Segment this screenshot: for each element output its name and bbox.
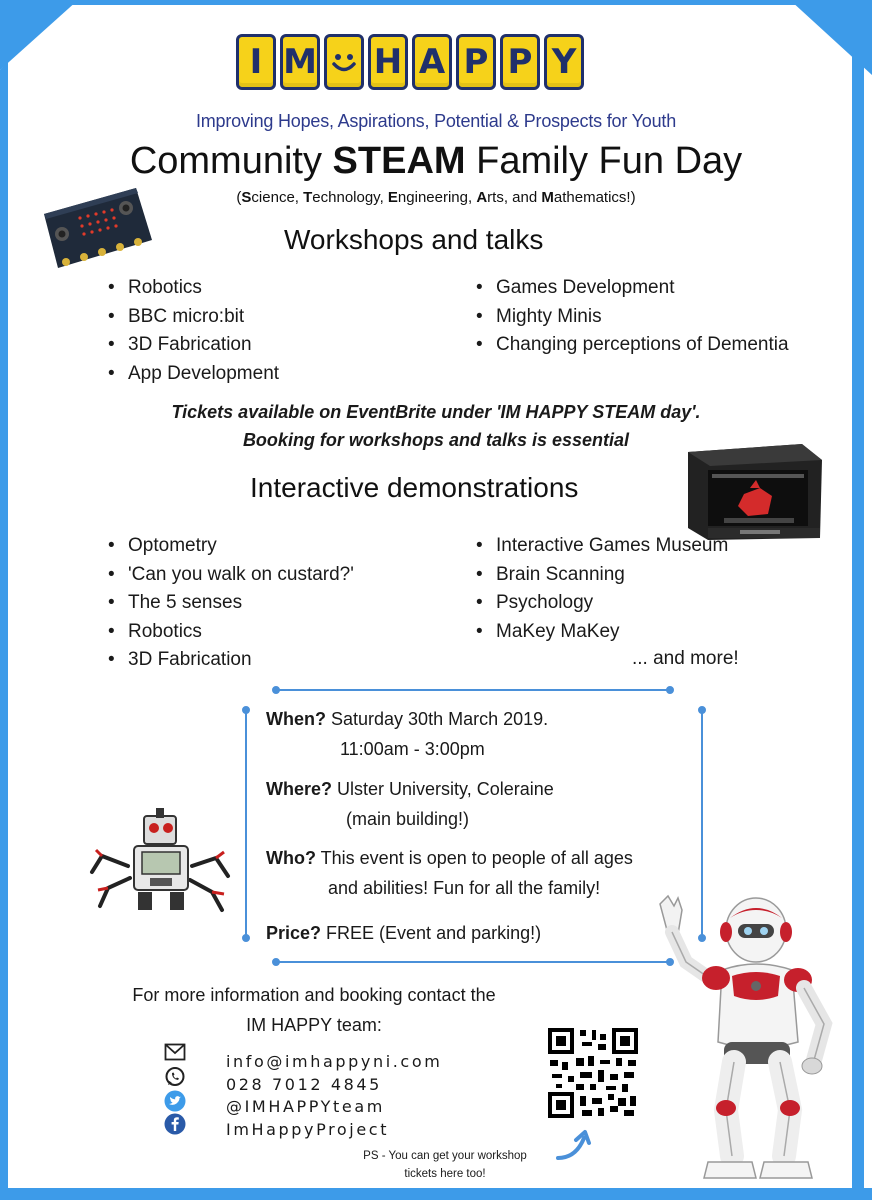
event-when: When? Saturday 30th March 2019. [266,709,549,729]
list-item: • Robotics [106,618,354,647]
demos-list-left [106,532,354,675]
list-item: • Changing perceptions of Dementia [474,331,789,360]
contact-heading [84,980,544,1040]
list-item: • Games Development [474,274,789,303]
demos-heading: Interactive demonstrations [250,472,579,503]
twitter-icon [164,1090,186,1112]
logo-tagline: Improving Hopes, Aspirations, Potential & Prospects for Youth [195,111,677,131]
email-link[interactable]: info@imhappyni.com [226,1052,443,1071]
qr-note-line: PS - You can get your workshop [363,1150,527,1162]
workshops-list-left [106,274,279,388]
page-title: Community STEAM Family Fun Day [129,140,743,182]
list-item: • The 5 senses [106,589,354,618]
contact-heading-line: For more information and booking contact the [132,985,496,1005]
nao-robot-image [652,892,856,1188]
event-price: Price? FREE (Event and parking!) [266,923,542,943]
lego-robot-image [88,806,234,916]
contact-heading-line: IM HAPPY team: [246,1015,382,1035]
event-who-cont: and abilities! Fun for all the family! [328,878,601,898]
qr-note-line: tickets here too! [404,1168,486,1180]
logo-letter: A [412,34,452,90]
smiley-icon [324,34,364,90]
envelope-icon [164,1043,186,1061]
workshops-heading: Workshops and talks [284,224,544,255]
qr-note [350,1147,540,1183]
list-item: • 'Can you walk on custard?' [106,561,354,590]
logo-letter: M [280,34,320,90]
demos-list-right [474,532,728,646]
list-item: • Robotics [106,274,279,303]
phone-number[interactable]: 028 7012 4845 [226,1074,382,1094]
tickets-line: Tickets available on EventBrite under 'IM HAPPY STEAM day'. [171,402,701,422]
event-where-note: (main building!) [346,809,470,829]
event-time: 11:00am - 3:00pm [340,739,485,759]
event-who: Who? This event is open to people of all ages [266,848,633,868]
twitter-handle[interactable]: @IMHAPPYteam [226,1097,385,1116]
list-item: • Optometry [106,532,354,561]
logo-letter: I [236,34,276,90]
list-item: • BBC micro:bit [106,303,279,332]
workshops-list-right [474,274,789,360]
list-item: • MaKey MaKey [474,618,728,647]
logo-letter: H [368,34,408,90]
curved-arrow-icon [554,1128,594,1164]
im-happy-logo [236,34,584,90]
logo-letter: P [500,34,540,90]
list-item: • Mighty Minis [474,303,789,332]
qr-code[interactable] [546,1026,640,1120]
list-item: • Interactive Games Museum [474,532,728,561]
whatsapp-icon [164,1066,186,1088]
steam-subtitle: (Science, Technology, Engineering, Arts, and Mathematics!) [236,189,636,206]
list-item: • 3D Fabrication [106,646,354,675]
facebook-icon [164,1113,186,1135]
microbit-image [36,184,156,270]
list-item: • 3D Fabrication [106,331,279,360]
list-item: • App Development [106,360,279,389]
facebook-page[interactable]: ImHappyProject [226,1119,390,1139]
list-item: • Psychology [474,589,728,618]
and-more-text: ... and more! [632,648,739,669]
3d-printer-image [684,440,826,542]
logo-letter: Y [544,34,584,90]
contact-details [226,1051,442,1141]
tickets-line: Booking for workshops and talks is essential [242,430,630,450]
event-where: Where? Ulster University, Coleraine [266,779,554,799]
logo-letter: P [456,34,496,90]
list-item: • Brain Scanning [474,561,728,590]
